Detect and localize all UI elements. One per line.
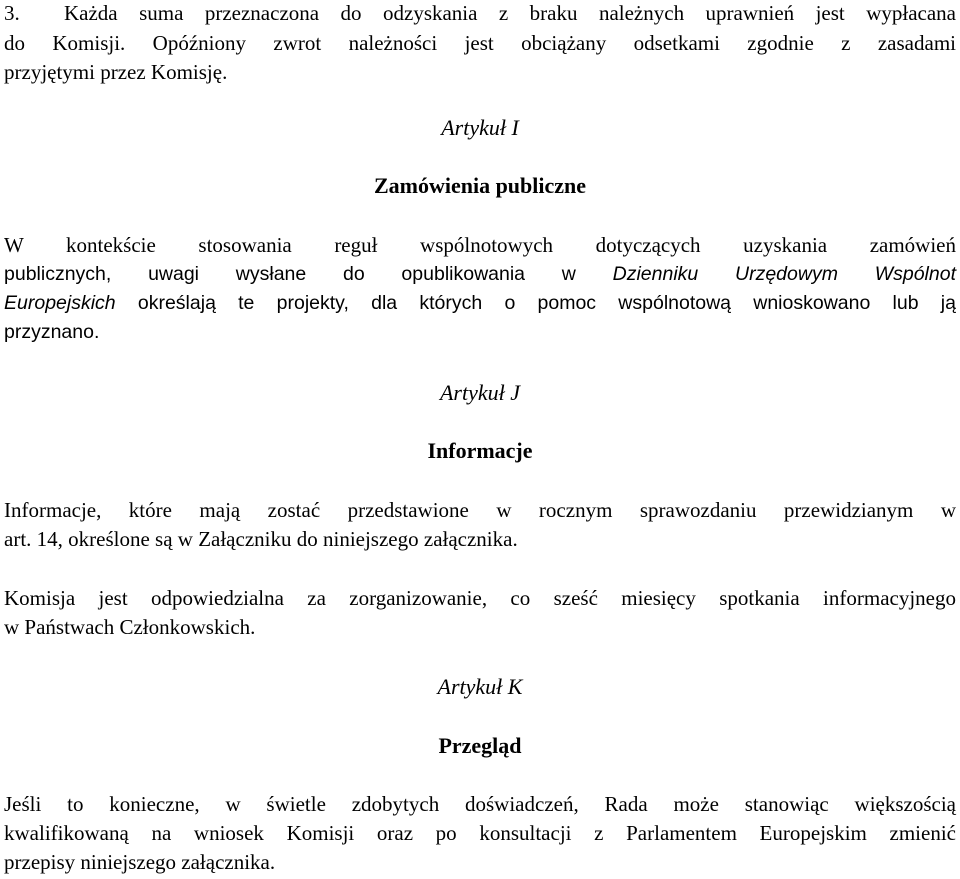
article-i-title: Zamówienia publiczne (373, 173, 587, 198)
article-k-line3: przepisy niniejszego załącznika. (4, 850, 276, 874)
article-j-p2-line1: Komisja jest odpowiedzialna za zorganizowanie, co sześć miesięcy spotkania informacyjnego (4, 586, 956, 610)
article-i-line3-text: określają te projekty, dla których o pomoc wspólnotową wnioskowano lub ją (115, 292, 956, 314)
item3-text-line1: Każda suma przeznaczona do odzyskania z braku należnych uprawnień jest wypłacana (64, 1, 956, 25)
article-i-line2-text: publicznych, uwagi wysłane do opublikowania w (4, 263, 613, 285)
article-i-number: Artykuł I (441, 115, 519, 140)
journal-name-part2: Europejskich (4, 292, 116, 314)
item3-line2: do Komisji. Opóźniony zwrot należności jest obciążany odsetkami zgodnie z zasadami (4, 31, 956, 55)
article-k-number: Artykuł K (437, 674, 523, 699)
article-j-number: Artykuł J (439, 380, 521, 405)
item3-number: 3. (4, 1, 20, 25)
item3-line1 (4, 0, 956, 28)
article-j-p1-line1: Informacje, które mają zostać przedstawione w rocznym sprawozdaniu przewidzianym w (4, 498, 956, 522)
article-i-line1: W kontekście stosowania reguł wspólnotowych dotyczących uzyskania zamówień (4, 233, 956, 257)
item3-line3: przyjętymi przez Komisję. (4, 60, 228, 84)
article-k-title: Przegląd (438, 733, 522, 758)
article-k-line1: Jeśli to konieczne, w świetle zdobytych doświadczeń, Rada może stanowiąc większością (4, 792, 956, 816)
journal-name-part1: Dzienniku Urzędowym Wspólnot (612, 263, 956, 285)
article-k-line2: kwalifikowaną na wniosek Komisji oraz po konsultacji z Parlamentem Europejskim zmienić (4, 821, 956, 845)
article-i-line4: przyznano. (4, 321, 100, 343)
article-j-p2-line2: w Państwach Członkowskich. (4, 615, 256, 639)
article-i-line2 (4, 259, 956, 289)
article-j-p1-line2: art. 14, określone są w Załączniku do niniejszego załącznika. (4, 527, 518, 551)
article-i-line3 (4, 288, 956, 318)
article-j-title: Informacje (427, 438, 533, 463)
